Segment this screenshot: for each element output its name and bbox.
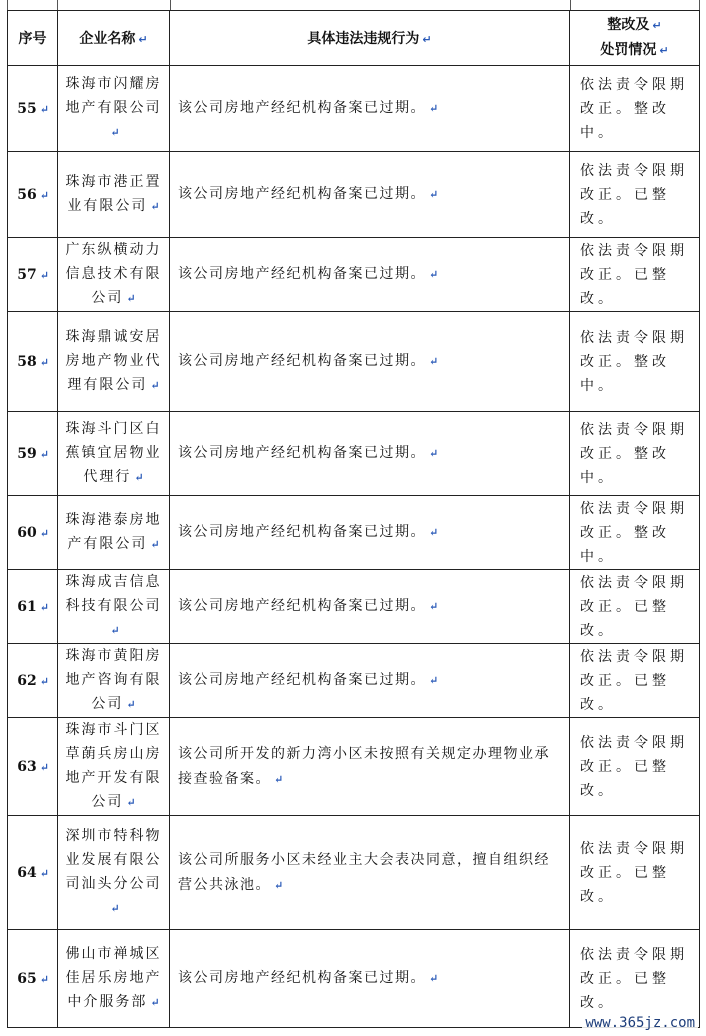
company-name: 珠海市港正置业有限公司 ↵ xyxy=(58,152,170,238)
company-name: 珠海市黄阳房地产咨询有限公司 ↵ xyxy=(58,644,170,718)
row-number: 59 ↵ xyxy=(8,412,58,496)
company-name: 佛山市禅城区佳居乐房地产中介服务部 ↵ xyxy=(58,930,170,1028)
paragraph-mark-icon: ↵ xyxy=(429,102,439,115)
header-name: 企业名称 ↵ xyxy=(58,11,170,66)
row-number: 61 ↵ xyxy=(8,570,58,644)
paragraph-mark-icon: ↵ xyxy=(429,600,439,613)
paragraph-mark-icon: ↵ xyxy=(134,471,144,484)
paragraph-mark-icon: ↵ xyxy=(429,355,439,368)
paragraph-mark-icon: ↵ xyxy=(429,526,439,539)
header-no: 序号 xyxy=(8,11,58,66)
violation-description: 该公司房地产经纪机构备案已过期。 ↵ xyxy=(170,496,570,570)
paragraph-mark-icon: ↵ xyxy=(274,772,284,786)
violation-description: 该公司所开发的新力湾小区未按照有关规定办理物业承接查验备案。 ↵ xyxy=(170,718,570,816)
paragraph-mark-icon: ↵ xyxy=(39,355,49,369)
paragraph-mark-icon: ↵ xyxy=(39,268,49,282)
row-number: 58 ↵ xyxy=(8,312,58,412)
table-row xyxy=(8,816,700,930)
table-row xyxy=(8,312,700,412)
row-number: 60 ↵ xyxy=(8,496,58,570)
paragraph-mark-icon: ↵ xyxy=(39,526,49,540)
watermark: www.365jz.com xyxy=(582,1014,698,1032)
rectification-status: 依法责令限期改正。整改中。 xyxy=(570,312,700,412)
table-row xyxy=(8,66,700,152)
paragraph-mark-icon: ↵ xyxy=(126,698,136,711)
row-number: 55 ↵ xyxy=(8,66,58,152)
table-row xyxy=(8,930,700,1028)
table-row xyxy=(8,718,700,816)
company-name: 珠海成吉信息科技有限公司↵ xyxy=(58,570,170,644)
company-name: 珠海市闪耀房地产有限公司↵ xyxy=(58,66,170,152)
company-name: 深圳市特科物业发展有限公司汕头分公司↵ xyxy=(58,816,170,930)
violation-description: 该公司房地产经纪机构备案已过期。 ↵ xyxy=(170,312,570,412)
company-name: 珠海鼎诚安居房地产物业代理有限公司 ↵ xyxy=(58,312,170,412)
table-row xyxy=(8,644,700,718)
violation-description: 该公司房地产经纪机构备案已过期。 ↵ xyxy=(170,570,570,644)
paragraph-mark-icon: ↵ xyxy=(39,600,49,614)
company-name: 广东纵横动力信息技术有限公司 ↵ xyxy=(58,238,170,312)
violation-description: 该公司房地产经纪机构备案已过期。 ↵ xyxy=(170,238,570,312)
paragraph-mark-icon: ↵ xyxy=(39,760,49,774)
paragraph-mark-icon: ↵ xyxy=(138,33,148,46)
row-number: 64 ↵ xyxy=(8,816,58,930)
rectification-status: 依法责令限期改正。整改中。 xyxy=(570,412,700,496)
violation-description: 该公司房地产经纪机构备案已过期。 ↵ xyxy=(170,66,570,152)
paragraph-mark-icon: ↵ xyxy=(126,292,136,305)
table-header-row xyxy=(8,11,700,66)
paragraph-mark-icon: ↵ xyxy=(39,674,49,688)
paragraph-mark-icon: ↵ xyxy=(150,200,160,213)
table-row xyxy=(8,496,700,570)
paragraph-mark-icon: ↵ xyxy=(429,447,439,460)
paragraph-mark-icon: ↵ xyxy=(652,19,662,32)
violations-table xyxy=(7,10,700,1028)
paragraph-mark-icon: ↵ xyxy=(422,33,432,46)
violation-description: 该公司房地产经纪机构备案已过期。 ↵ xyxy=(170,644,570,718)
paragraph-mark-icon: ↵ xyxy=(39,188,49,202)
company-name: 珠海斗门区白蕉镇宜居物业代理行 ↵ xyxy=(58,412,170,496)
rectification-status: 依法责令限期改正。已整改。 xyxy=(570,644,700,718)
table-row xyxy=(8,412,700,496)
rectification-status: 依法责令限期改正。已整改。 xyxy=(570,570,700,644)
row-number: 63 ↵ xyxy=(8,718,58,816)
paragraph-mark-icon: ↵ xyxy=(126,796,136,809)
paragraph-mark-icon: ↵ xyxy=(39,102,49,116)
paragraph-mark-icon: ↵ xyxy=(110,126,120,139)
row-number: 65 ↵ xyxy=(8,930,58,1028)
violation-description: 该公司房地产经纪机构备案已过期。 ↵ xyxy=(170,930,570,1028)
rectification-status: 依法责令限期改正。已整改。 xyxy=(570,152,700,238)
paragraph-mark-icon: ↵ xyxy=(110,624,120,637)
violation-description: 该公司房地产经纪机构备案已过期。 ↵ xyxy=(170,412,570,496)
company-name: 珠海港泰房地产有限公司 ↵ xyxy=(58,496,170,570)
paragraph-mark-icon: ↵ xyxy=(274,878,284,892)
row-number: 62 ↵ xyxy=(8,644,58,718)
header-result: 整改及 ↵ 处罚情况 ↵ xyxy=(570,11,700,66)
rectification-status: 依法责令限期改正。整改中。 xyxy=(570,66,700,152)
company-name: 珠海市斗门区草蓢兵房山房地产开发有限公司 ↵ xyxy=(58,718,170,816)
violation-description: 该公司所服务小区未经业主大会表决同意，擅自组织经营公共泳池。 ↵ xyxy=(170,816,570,930)
rectification-status: 依法责令限期改正。已整改。 xyxy=(570,930,700,1028)
paragraph-mark-icon: ↵ xyxy=(429,188,439,201)
paragraph-mark-icon: ↵ xyxy=(39,447,49,461)
paragraph-mark-icon: ↵ xyxy=(429,674,439,687)
paragraph-mark-icon: ↵ xyxy=(429,268,439,281)
paragraph-mark-icon: ↵ xyxy=(659,44,669,57)
paragraph-mark-icon: ↵ xyxy=(150,996,160,1009)
table-row xyxy=(8,570,700,644)
rectification-status: 依法责令限期改正。已整改。 xyxy=(570,238,700,312)
table-row xyxy=(8,152,700,238)
header-action: 具体违法违规行为 ↵ xyxy=(170,11,570,66)
paragraph-mark-icon: ↵ xyxy=(39,866,49,880)
paragraph-mark-icon: ↵ xyxy=(150,538,160,551)
rectification-status: 依法责令限期改正。已整改。 xyxy=(570,718,700,816)
table-row xyxy=(8,238,700,312)
paragraph-mark-icon: ↵ xyxy=(110,902,120,915)
paragraph-mark-icon: ↵ xyxy=(150,379,160,392)
rectification-status: 依法责令限期改正。已整改。 xyxy=(570,816,700,930)
paragraph-mark-icon: ↵ xyxy=(39,972,49,986)
row-number: 56 ↵ xyxy=(8,152,58,238)
paragraph-mark-icon: ↵ xyxy=(429,972,439,985)
row-number: 57 ↵ xyxy=(8,238,58,312)
rectification-status: 依法责令限期改正。整改中。 xyxy=(570,496,700,570)
violation-description: 该公司房地产经纪机构备案已过期。 ↵ xyxy=(170,152,570,238)
table-top-continuation xyxy=(0,0,706,10)
